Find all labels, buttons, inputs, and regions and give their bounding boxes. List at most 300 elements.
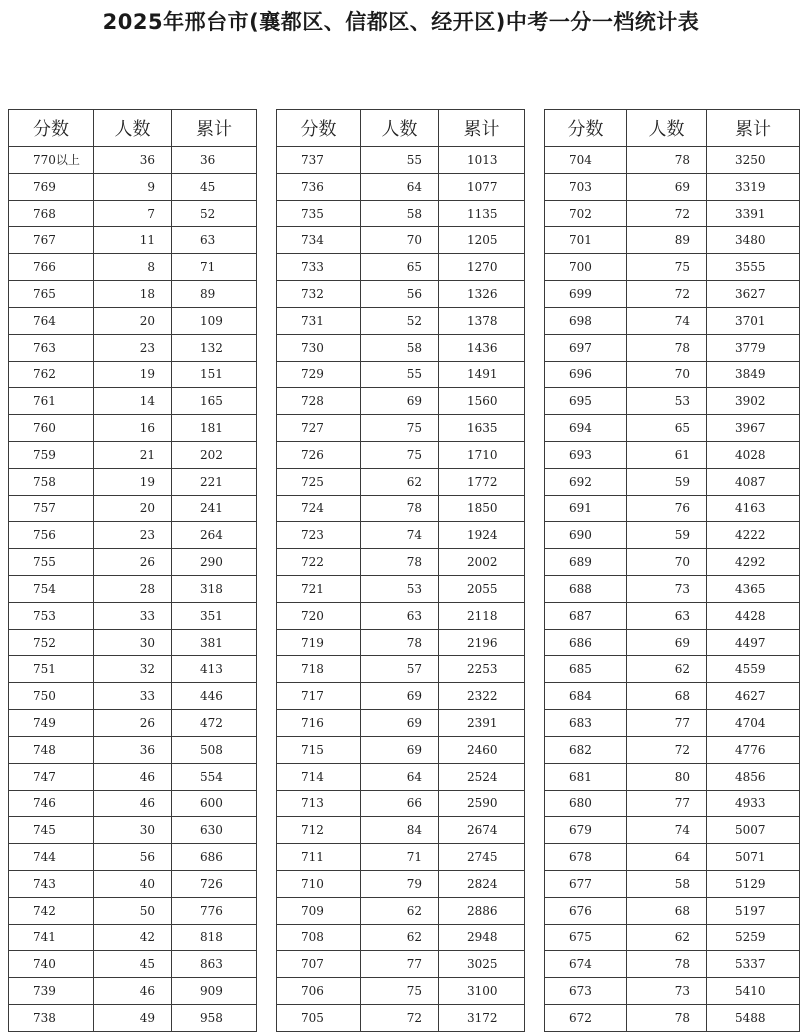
cumulative-cell: 351 bbox=[172, 602, 257, 629]
score-cell: 730 bbox=[277, 334, 361, 361]
cumulative-cell: 4704 bbox=[707, 710, 800, 737]
header-cumulative: 累计 bbox=[172, 110, 257, 147]
cumulative-cell: 508 bbox=[172, 736, 257, 763]
table-row bbox=[545, 281, 800, 308]
cumulative-cell: 71 bbox=[172, 254, 257, 281]
score-cell: 734 bbox=[277, 227, 361, 254]
count-cell: 69 bbox=[627, 629, 707, 656]
score-cell: 693 bbox=[545, 441, 627, 468]
cumulative-cell: 241 bbox=[172, 495, 257, 522]
table-row bbox=[9, 334, 257, 361]
count-cell: 72 bbox=[361, 1005, 439, 1032]
cumulative-cell: 3480 bbox=[707, 227, 800, 254]
table-row bbox=[277, 683, 525, 710]
count-cell: 9 bbox=[94, 173, 172, 200]
cumulative-cell: 5259 bbox=[707, 924, 800, 951]
score-cell: 735 bbox=[277, 200, 361, 227]
count-cell: 77 bbox=[627, 710, 707, 737]
score-cell: 757 bbox=[9, 495, 94, 522]
score-cell: 752 bbox=[9, 629, 94, 656]
score-cell: 769 bbox=[9, 173, 94, 200]
score-cell: 718 bbox=[277, 656, 361, 683]
count-cell: 80 bbox=[627, 763, 707, 790]
score-cell: 765 bbox=[9, 281, 94, 308]
cumulative-cell: 109 bbox=[172, 307, 257, 334]
count-cell: 21 bbox=[94, 441, 172, 468]
count-cell: 59 bbox=[627, 522, 707, 549]
table-row bbox=[277, 227, 525, 254]
table-row bbox=[277, 441, 525, 468]
header-cumulative: 累计 bbox=[439, 110, 525, 147]
cumulative-cell: 4163 bbox=[707, 495, 800, 522]
count-cell: 77 bbox=[361, 951, 439, 978]
score-table-2 bbox=[276, 109, 525, 1032]
table-row bbox=[9, 495, 257, 522]
count-cell: 69 bbox=[361, 388, 439, 415]
table-row bbox=[9, 200, 257, 227]
table-row bbox=[277, 173, 525, 200]
table-row bbox=[9, 978, 257, 1005]
count-cell: 32 bbox=[94, 656, 172, 683]
table-row bbox=[545, 629, 800, 656]
count-cell: 70 bbox=[627, 361, 707, 388]
cumulative-cell: 2118 bbox=[439, 602, 525, 629]
count-cell: 65 bbox=[361, 254, 439, 281]
cumulative-cell: 2253 bbox=[439, 656, 525, 683]
table-row bbox=[9, 629, 257, 656]
score-cell: 687 bbox=[545, 602, 627, 629]
score-table-3 bbox=[544, 109, 800, 1032]
cumulative-cell: 4933 bbox=[707, 790, 800, 817]
cumulative-cell: 3250 bbox=[707, 147, 800, 174]
score-cell: 704 bbox=[545, 147, 627, 174]
table-row bbox=[277, 307, 525, 334]
count-cell: 8 bbox=[94, 254, 172, 281]
cumulative-cell: 5410 bbox=[707, 978, 800, 1005]
cumulative-cell: 1077 bbox=[439, 173, 525, 200]
count-cell: 78 bbox=[627, 1005, 707, 1032]
score-cell: 679 bbox=[545, 817, 627, 844]
cumulative-cell: 381 bbox=[172, 629, 257, 656]
cumulative-cell: 221 bbox=[172, 468, 257, 495]
table-row bbox=[545, 415, 800, 442]
table-row bbox=[277, 388, 525, 415]
count-cell: 30 bbox=[94, 629, 172, 656]
table-row bbox=[9, 602, 257, 629]
score-cell: 715 bbox=[277, 736, 361, 763]
table-row bbox=[545, 307, 800, 334]
score-cell: 762 bbox=[9, 361, 94, 388]
table-row bbox=[9, 361, 257, 388]
count-cell: 73 bbox=[627, 576, 707, 603]
score-cell: 751 bbox=[9, 656, 94, 683]
header-score: 分数 bbox=[545, 110, 627, 147]
table-row bbox=[277, 736, 525, 763]
table-row bbox=[277, 629, 525, 656]
score-cell: 768 bbox=[9, 200, 94, 227]
score-cell: 698 bbox=[545, 307, 627, 334]
score-cell: 770以上 bbox=[9, 147, 94, 174]
cumulative-cell: 909 bbox=[172, 978, 257, 1005]
score-cell: 711 bbox=[277, 844, 361, 871]
cumulative-cell: 4627 bbox=[707, 683, 800, 710]
score-cell: 754 bbox=[9, 576, 94, 603]
cumulative-cell: 5071 bbox=[707, 844, 800, 871]
count-cell: 62 bbox=[627, 656, 707, 683]
table-row bbox=[9, 227, 257, 254]
table-row bbox=[277, 334, 525, 361]
count-cell: 46 bbox=[94, 790, 172, 817]
cumulative-cell: 4292 bbox=[707, 549, 800, 576]
count-cell: 20 bbox=[94, 307, 172, 334]
table-row bbox=[277, 468, 525, 495]
header-row bbox=[277, 110, 525, 147]
cumulative-cell: 4028 bbox=[707, 441, 800, 468]
table-row bbox=[9, 307, 257, 334]
table-row bbox=[9, 736, 257, 763]
count-cell: 73 bbox=[627, 978, 707, 1005]
count-cell: 63 bbox=[361, 602, 439, 629]
count-cell: 66 bbox=[361, 790, 439, 817]
table-row bbox=[545, 441, 800, 468]
count-cell: 28 bbox=[94, 576, 172, 603]
cumulative-cell: 36 bbox=[172, 147, 257, 174]
table-row bbox=[277, 1005, 525, 1032]
cumulative-cell: 4776 bbox=[707, 736, 800, 763]
score-cell: 753 bbox=[9, 602, 94, 629]
cumulative-cell: 958 bbox=[172, 1005, 257, 1032]
table-row bbox=[9, 549, 257, 576]
score-cell: 741 bbox=[9, 924, 94, 951]
table-row bbox=[277, 656, 525, 683]
count-cell: 62 bbox=[361, 468, 439, 495]
count-cell: 19 bbox=[94, 468, 172, 495]
table-row bbox=[9, 897, 257, 924]
cumulative-cell: 3902 bbox=[707, 388, 800, 415]
cumulative-cell: 1710 bbox=[439, 441, 525, 468]
score-cell: 706 bbox=[277, 978, 361, 1005]
count-cell: 78 bbox=[627, 951, 707, 978]
score-cell: 714 bbox=[277, 763, 361, 790]
cumulative-cell: 1850 bbox=[439, 495, 525, 522]
score-cell: 736 bbox=[277, 173, 361, 200]
table-row bbox=[545, 978, 800, 1005]
count-cell: 69 bbox=[361, 710, 439, 737]
count-cell: 42 bbox=[94, 924, 172, 951]
count-cell: 74 bbox=[361, 522, 439, 549]
count-cell: 36 bbox=[94, 736, 172, 763]
cumulative-cell: 45 bbox=[172, 173, 257, 200]
score-cell: 763 bbox=[9, 334, 94, 361]
count-cell: 58 bbox=[361, 334, 439, 361]
score-cell: 733 bbox=[277, 254, 361, 281]
score-cell: 677 bbox=[545, 870, 627, 897]
count-cell: 59 bbox=[627, 468, 707, 495]
score-cell: 684 bbox=[545, 683, 627, 710]
table-row bbox=[545, 227, 800, 254]
cumulative-cell: 181 bbox=[172, 415, 257, 442]
table-row bbox=[545, 549, 800, 576]
score-cell: 709 bbox=[277, 897, 361, 924]
count-cell: 62 bbox=[361, 897, 439, 924]
count-cell: 53 bbox=[361, 576, 439, 603]
score-cell: 707 bbox=[277, 951, 361, 978]
count-cell: 11 bbox=[94, 227, 172, 254]
header-score: 分数 bbox=[277, 110, 361, 147]
table-row bbox=[545, 361, 800, 388]
count-cell: 53 bbox=[627, 388, 707, 415]
cumulative-cell: 2674 bbox=[439, 817, 525, 844]
score-cell: 732 bbox=[277, 281, 361, 308]
count-cell: 57 bbox=[361, 656, 439, 683]
cumulative-cell: 3701 bbox=[707, 307, 800, 334]
cumulative-cell: 686 bbox=[172, 844, 257, 871]
table-row bbox=[277, 254, 525, 281]
table-row bbox=[545, 656, 800, 683]
table-row bbox=[277, 415, 525, 442]
header-count: 人数 bbox=[627, 110, 707, 147]
table-row bbox=[9, 683, 257, 710]
count-cell: 75 bbox=[361, 978, 439, 1005]
table-row bbox=[277, 200, 525, 227]
count-cell: 23 bbox=[94, 334, 172, 361]
count-cell: 69 bbox=[361, 736, 439, 763]
count-cell: 63 bbox=[627, 602, 707, 629]
count-cell: 7 bbox=[94, 200, 172, 227]
count-cell: 72 bbox=[627, 281, 707, 308]
score-cell: 689 bbox=[545, 549, 627, 576]
header-count: 人数 bbox=[361, 110, 439, 147]
score-cell: 705 bbox=[277, 1005, 361, 1032]
cumulative-cell: 1491 bbox=[439, 361, 525, 388]
score-cell: 681 bbox=[545, 763, 627, 790]
cumulative-cell: 1270 bbox=[439, 254, 525, 281]
count-cell: 89 bbox=[627, 227, 707, 254]
count-cell: 62 bbox=[627, 924, 707, 951]
table-row bbox=[545, 254, 800, 281]
cumulative-cell: 2196 bbox=[439, 629, 525, 656]
table-row bbox=[545, 924, 800, 951]
count-cell: 76 bbox=[627, 495, 707, 522]
table-row bbox=[545, 200, 800, 227]
count-cell: 78 bbox=[361, 495, 439, 522]
score-cell: 761 bbox=[9, 388, 94, 415]
score-cell: 738 bbox=[9, 1005, 94, 1032]
table-row bbox=[9, 441, 257, 468]
count-cell: 69 bbox=[627, 173, 707, 200]
cumulative-cell: 472 bbox=[172, 710, 257, 737]
table-row bbox=[277, 710, 525, 737]
count-cell: 78 bbox=[361, 629, 439, 656]
cumulative-cell: 776 bbox=[172, 897, 257, 924]
count-cell: 84 bbox=[361, 817, 439, 844]
score-cell: 697 bbox=[545, 334, 627, 361]
cumulative-cell: 5197 bbox=[707, 897, 800, 924]
table-row bbox=[545, 790, 800, 817]
score-cell: 748 bbox=[9, 736, 94, 763]
cumulative-cell: 3391 bbox=[707, 200, 800, 227]
count-cell: 19 bbox=[94, 361, 172, 388]
cumulative-cell: 4856 bbox=[707, 763, 800, 790]
table-row bbox=[277, 978, 525, 1005]
cumulative-cell: 2590 bbox=[439, 790, 525, 817]
count-cell: 58 bbox=[627, 870, 707, 897]
cumulative-cell: 5337 bbox=[707, 951, 800, 978]
table-row bbox=[9, 710, 257, 737]
count-cell: 78 bbox=[361, 549, 439, 576]
score-cell: 710 bbox=[277, 870, 361, 897]
score-cell: 721 bbox=[277, 576, 361, 603]
cumulative-cell: 2055 bbox=[439, 576, 525, 603]
table-row bbox=[545, 522, 800, 549]
table-row bbox=[277, 602, 525, 629]
score-cell: 691 bbox=[545, 495, 627, 522]
table-row bbox=[545, 1005, 800, 1032]
cumulative-cell: 4365 bbox=[707, 576, 800, 603]
header-row bbox=[545, 110, 800, 147]
table-row bbox=[545, 683, 800, 710]
cumulative-cell: 3779 bbox=[707, 334, 800, 361]
score-cell: 760 bbox=[9, 415, 94, 442]
score-cell: 701 bbox=[545, 227, 627, 254]
table-row bbox=[9, 254, 257, 281]
count-cell: 46 bbox=[94, 978, 172, 1005]
table-row bbox=[545, 468, 800, 495]
cumulative-cell: 4222 bbox=[707, 522, 800, 549]
table-row bbox=[9, 844, 257, 871]
table-row bbox=[9, 173, 257, 200]
table-row bbox=[277, 870, 525, 897]
table-row bbox=[545, 951, 800, 978]
score-cell: 712 bbox=[277, 817, 361, 844]
cumulative-cell: 554 bbox=[172, 763, 257, 790]
header-score: 分数 bbox=[9, 110, 94, 147]
cumulative-cell: 3555 bbox=[707, 254, 800, 281]
table-row bbox=[277, 763, 525, 790]
cumulative-cell: 600 bbox=[172, 790, 257, 817]
table-row bbox=[277, 576, 525, 603]
score-cell: 708 bbox=[277, 924, 361, 951]
table-row bbox=[9, 656, 257, 683]
table-row bbox=[9, 415, 257, 442]
score-cell: 685 bbox=[545, 656, 627, 683]
table-row bbox=[277, 281, 525, 308]
score-cell: 731 bbox=[277, 307, 361, 334]
table-row bbox=[277, 549, 525, 576]
count-cell: 75 bbox=[361, 441, 439, 468]
cumulative-cell: 1436 bbox=[439, 334, 525, 361]
cumulative-cell: 3627 bbox=[707, 281, 800, 308]
table-row bbox=[9, 522, 257, 549]
score-cell: 672 bbox=[545, 1005, 627, 1032]
cumulative-cell: 3849 bbox=[707, 361, 800, 388]
table-row bbox=[545, 763, 800, 790]
cumulative-cell: 202 bbox=[172, 441, 257, 468]
score-cell: 694 bbox=[545, 415, 627, 442]
count-cell: 75 bbox=[627, 254, 707, 281]
cumulative-cell: 1560 bbox=[439, 388, 525, 415]
table-row bbox=[545, 710, 800, 737]
score-cell: 766 bbox=[9, 254, 94, 281]
count-cell: 23 bbox=[94, 522, 172, 549]
score-cell: 727 bbox=[277, 415, 361, 442]
table-row bbox=[277, 951, 525, 978]
score-cell: 696 bbox=[545, 361, 627, 388]
cumulative-cell: 1013 bbox=[439, 147, 525, 174]
score-cell: 673 bbox=[545, 978, 627, 1005]
count-cell: 30 bbox=[94, 817, 172, 844]
score-cell: 722 bbox=[277, 549, 361, 576]
cumulative-cell: 2322 bbox=[439, 683, 525, 710]
count-cell: 65 bbox=[627, 415, 707, 442]
score-cell: 683 bbox=[545, 710, 627, 737]
table-row bbox=[9, 147, 257, 174]
cumulative-cell: 3967 bbox=[707, 415, 800, 442]
count-cell: 74 bbox=[627, 817, 707, 844]
count-cell: 64 bbox=[361, 173, 439, 200]
score-cell: 678 bbox=[545, 844, 627, 871]
table-row bbox=[545, 173, 800, 200]
count-cell: 36 bbox=[94, 147, 172, 174]
cumulative-cell: 1635 bbox=[439, 415, 525, 442]
score-cell: 737 bbox=[277, 147, 361, 174]
score-cell: 743 bbox=[9, 870, 94, 897]
cumulative-cell: 3172 bbox=[439, 1005, 525, 1032]
count-cell: 56 bbox=[361, 281, 439, 308]
cumulative-cell: 2824 bbox=[439, 870, 525, 897]
table-row bbox=[9, 951, 257, 978]
cumulative-cell: 4559 bbox=[707, 656, 800, 683]
table-row bbox=[9, 1005, 257, 1032]
count-cell: 20 bbox=[94, 495, 172, 522]
score-cell: 749 bbox=[9, 710, 94, 737]
count-cell: 55 bbox=[361, 361, 439, 388]
cumulative-cell: 4497 bbox=[707, 629, 800, 656]
cumulative-cell: 2886 bbox=[439, 897, 525, 924]
table-row bbox=[545, 870, 800, 897]
score-cell: 720 bbox=[277, 602, 361, 629]
cumulative-cell: 2524 bbox=[439, 763, 525, 790]
cumulative-cell: 818 bbox=[172, 924, 257, 951]
cumulative-cell: 863 bbox=[172, 951, 257, 978]
table-row bbox=[277, 924, 525, 951]
table-row bbox=[277, 790, 525, 817]
table-row bbox=[545, 897, 800, 924]
count-cell: 77 bbox=[627, 790, 707, 817]
score-cell: 728 bbox=[277, 388, 361, 415]
count-cell: 56 bbox=[94, 844, 172, 871]
table-row bbox=[277, 495, 525, 522]
table-row bbox=[545, 495, 800, 522]
score-cell: 764 bbox=[9, 307, 94, 334]
cumulative-cell: 52 bbox=[172, 200, 257, 227]
count-cell: 70 bbox=[627, 549, 707, 576]
score-cell: 726 bbox=[277, 441, 361, 468]
cumulative-cell: 5007 bbox=[707, 817, 800, 844]
score-table-1 bbox=[8, 109, 257, 1032]
score-cell: 756 bbox=[9, 522, 94, 549]
cumulative-cell: 132 bbox=[172, 334, 257, 361]
cumulative-cell: 2948 bbox=[439, 924, 525, 951]
count-cell: 33 bbox=[94, 602, 172, 629]
count-cell: 16 bbox=[94, 415, 172, 442]
table-row bbox=[9, 817, 257, 844]
score-cell: 680 bbox=[545, 790, 627, 817]
count-cell: 45 bbox=[94, 951, 172, 978]
header-row bbox=[9, 110, 257, 147]
cumulative-cell: 290 bbox=[172, 549, 257, 576]
score-cell: 700 bbox=[545, 254, 627, 281]
